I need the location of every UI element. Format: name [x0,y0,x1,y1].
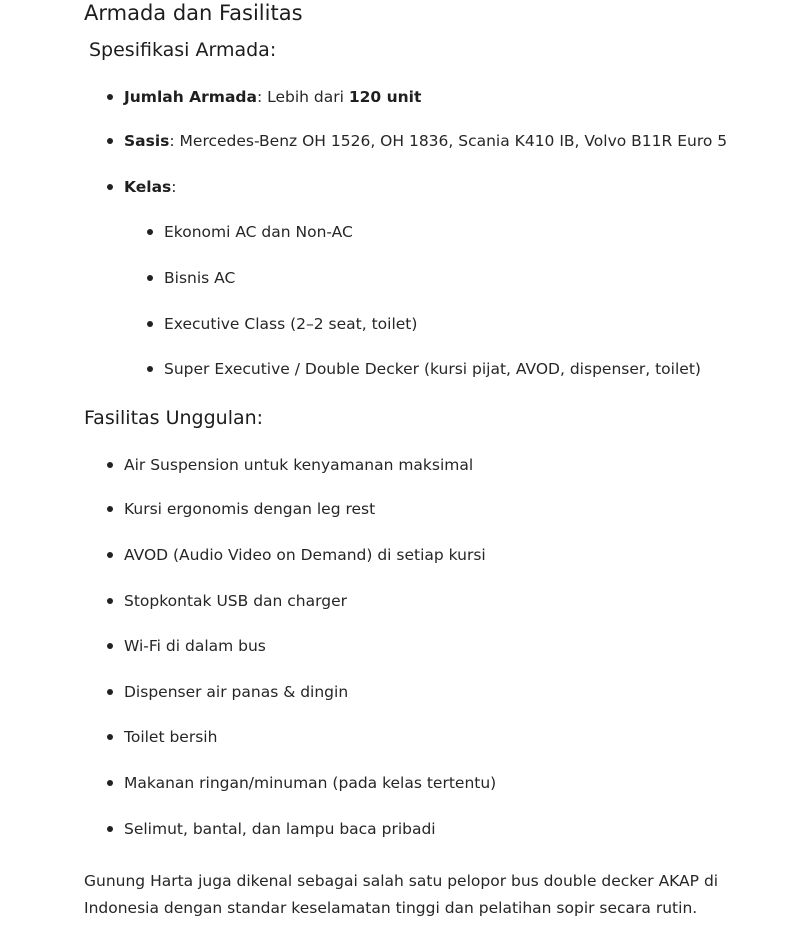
fasilitas-item: Kursi ergonomis dengan leg rest [124,500,376,518]
kelas-item-bisnis: Bisnis AC [164,269,236,287]
fasilitas-item: Dispenser air panas & dingin [124,683,349,701]
kelas-label: Kelas [124,178,172,196]
spesifikasi-heading: Spesifikasi Armada: [89,39,277,61]
kelas-item-executive: Executive Class (2–2 seat, toilet) [164,315,418,333]
closing-paragraph: Gunung Harta juga dikenal sebagai salah satu pelopor bus double decker AKAP di Indonesia dengan standar keselamatan tinggi dan pelatihan sopir secara rutin. [84,872,719,917]
fasilitas-item: Wi-Fi di dalam bus [124,637,266,655]
jumlah-armada-label: Jumlah Armada [124,88,257,106]
fasilitas-item: Selimut, bantal, dan lampu baca pribadi [124,820,436,838]
fasilitas-item: Stopkontak USB dan charger [124,592,347,610]
kelas-item-super-executive: Super Executive / Double Decker (kursi pijat, AVOD, dispenser, toilet) [164,360,701,378]
jumlah-armada-value: 120 unit [348,88,422,106]
kelas-text: : [171,178,177,196]
kelas-item-ekonomi: Ekonomi AC dan Non-AC [164,223,353,241]
fasilitas-item: Toilet bersih [124,728,218,746]
list-item-kelas [124,177,176,197]
fasilitas-item: Makanan ringan/minuman (pada kelas tertentu) [124,774,497,792]
jumlah-armada-text: : Lebih dari [256,88,349,106]
fasilitas-heading: Fasilitas Unggulan: [84,407,264,429]
sasis-text: : Mercedes-Benz OH 1526, OH 1836, Scania K410 IB, Volvo B11R Euro 5 [169,132,728,150]
fasilitas-item: Air Suspension untuk kenyamanan maksimal [124,456,474,474]
section-heading: Armada dan Fasilitas [84,1,303,25]
list-item-sasis [124,131,727,151]
list-item-jumlah-armada [124,87,421,107]
sasis-label: Sasis [124,132,170,150]
fasilitas-item: AVOD (Audio Video on Demand) di setiap kursi [124,546,486,564]
